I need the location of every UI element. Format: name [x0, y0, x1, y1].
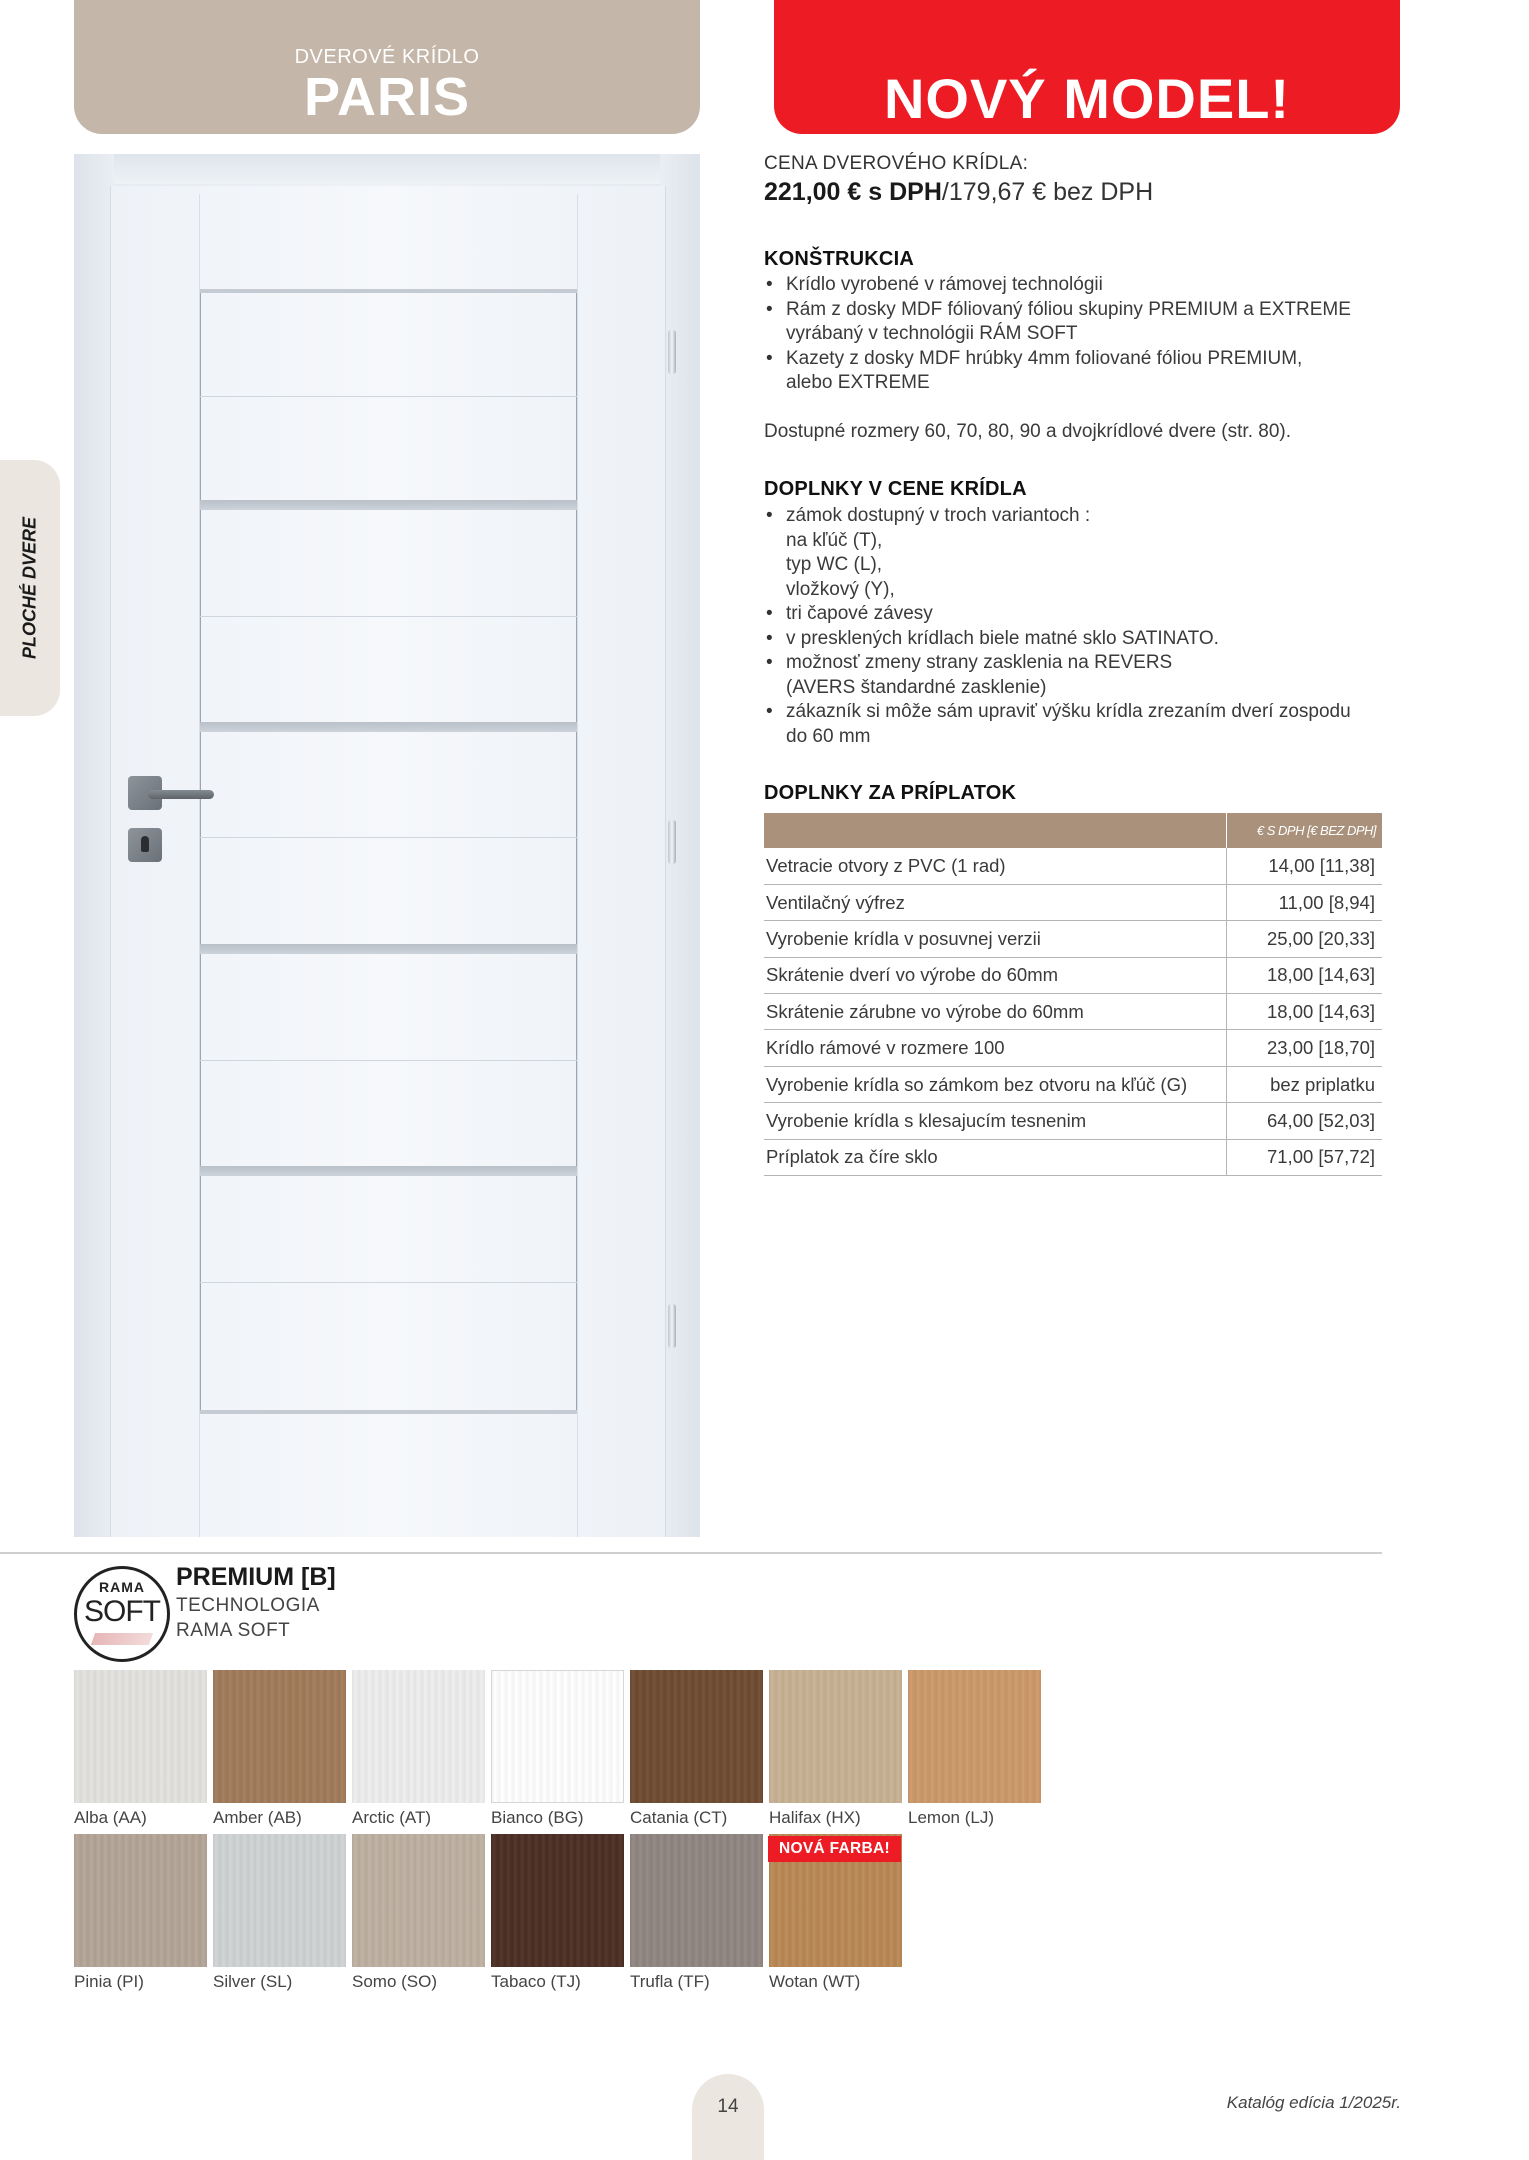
door-panel-line [200, 1410, 577, 1414]
logo-strip-icon [91, 1633, 153, 1645]
surcharge-table [764, 813, 1382, 1176]
category-label: PLOCHÉ DVERE [19, 516, 40, 660]
page-number: 14 [717, 2096, 739, 2117]
table-header-item [764, 813, 1226, 848]
category-side-tab [0, 460, 60, 716]
table-row [764, 1030, 1382, 1066]
list-item: do 60 mm [786, 725, 871, 747]
page-number-tab [692, 2074, 764, 2160]
price-with-vat: 221,00 € s DPH [764, 178, 942, 206]
list-item: vložkový (Y), [786, 578, 895, 600]
door-inner-line-right [576, 290, 577, 1412]
door-glass-strip [200, 944, 577, 954]
door-panel-line [200, 1282, 577, 1283]
finish-swatch [213, 1834, 346, 1967]
surcharge-price: 18,00 [14,63] [1226, 957, 1382, 993]
finish-swatch [74, 1670, 207, 1803]
surcharge-item: Príplatok za číre sklo [764, 1139, 1226, 1175]
new-color-badge: NOVÁ FARBA! [768, 1836, 901, 1862]
finish-group-subtitle: RAMA SOFT [176, 1620, 291, 1641]
door-glass-strip [200, 722, 577, 732]
list-item: • možnosť zmeny strany zasklenia na REVERS [764, 651, 1400, 676]
surcharge-price: bez priplatku [1226, 1066, 1382, 1102]
finish-swatch-label: Pinia (PI) [74, 1972, 144, 1991]
logo-main-text: SOFT [84, 1595, 160, 1628]
list-item: • Kazety z dosky MDF hrúbky 4mm foliované fóliou PREMIUM, [764, 347, 1400, 372]
model-subtitle: DVEROVÉ KRÍDLO [294, 46, 480, 68]
construction-list [764, 273, 1400, 396]
finish-swatch-label: Wotan (WT) [769, 1972, 861, 1991]
keyhole-icon [141, 836, 149, 852]
finish-swatch-label: Alba (AA) [74, 1808, 147, 1827]
table-header-price: € S DPH [€ BEZ DPH] [1226, 813, 1382, 848]
table-header-row [764, 813, 1382, 848]
list-item: alebo EXTREME [786, 372, 930, 393]
door-glass-strip [200, 1166, 577, 1176]
surcharge-price: 11,00 [8,94] [1226, 884, 1382, 920]
surcharge-price: 64,00 [52,03] [1226, 1103, 1382, 1139]
list-item: • v presklených krídlach biele matné sklo SATINATO. [764, 627, 1400, 652]
door-image [74, 154, 700, 1537]
surcharge-heading: DOPLNKY ZA PRÍPLATOK [764, 782, 1017, 804]
finish-swatch-label: Bianco (BG) [491, 1808, 584, 1827]
surcharge-item: Vyrobenie krídla so zámkom bez otvoru na kľúč (G) [764, 1066, 1226, 1102]
list-item: • zákazník si môže sám upraviť výšku krídla zrezaním dverí zospodu [764, 700, 1400, 725]
finish-swatch [630, 1834, 763, 1967]
door-panel-line [200, 616, 577, 617]
door-panel-line [200, 289, 577, 293]
table-row [764, 884, 1382, 920]
surcharge-item: Krídlo rámové v rozmere 100 [764, 1030, 1226, 1066]
finish-swatch-label: Arctic (AT) [352, 1808, 432, 1827]
price-label: CENA DVEROVÉHO KRÍDLA: [764, 153, 1029, 174]
surcharge-price: 23,00 [18,70] [1226, 1030, 1382, 1066]
table-row [764, 994, 1382, 1030]
model-header-tab [74, 0, 700, 134]
door-frame-left [74, 154, 114, 1537]
table-row [764, 921, 1382, 957]
door-panel-line [200, 837, 577, 838]
new-model-text: NOVÝ MODEL! [883, 67, 1291, 130]
included-heading: DOPLNKY V CENE KRÍDLA [764, 478, 1027, 500]
table-row [764, 957, 1382, 993]
list-item: (AVERS štandardné zasklenie) [786, 676, 1047, 698]
surcharge-price: 71,00 [57,72] [1226, 1139, 1382, 1175]
finish-swatch [352, 1834, 485, 1967]
door-frame-right [660, 154, 700, 1537]
section-divider [0, 1552, 1382, 1554]
surcharge-price: 25,00 [20,33] [1226, 921, 1382, 957]
finish-swatch-label: Silver (SL) [213, 1972, 293, 1991]
surcharge-price: 14,00 [11,38] [1226, 848, 1382, 884]
table-row [764, 1066, 1382, 1102]
hinge-icon [668, 330, 676, 374]
catalog-edition: Katalóg edícia 1/2025r. [1226, 2093, 1401, 2112]
rama-soft-logo [74, 1566, 170, 1662]
table-row [764, 1103, 1382, 1139]
surcharge-item: Vyrobenie krídla v posuvnej verzii [764, 921, 1226, 957]
door-stile-right [577, 194, 578, 1537]
door-panel-line [200, 396, 577, 397]
surcharge-price: 18,00 [14,63] [1226, 994, 1382, 1030]
construction-heading: KONŠTRUKCIA [764, 248, 914, 270]
list-item: • Rám z dosky MDF fóliovaný fóliou skupiny PREMIUM a EXTREME [764, 298, 1400, 323]
finish-swatch [352, 1670, 485, 1803]
surcharge-item: Skrátenie dverí vo výrobe do 60mm [764, 957, 1226, 993]
surcharge-item: Skrátenie zárubne vo výrobe do 60mm [764, 994, 1226, 1030]
surcharge-item: Vyrobenie krídla s klesajucím tesnenim [764, 1103, 1226, 1139]
hinge-icon [668, 1304, 676, 1348]
finish-group-subtitle: TECHNOLOGIA [176, 1595, 320, 1616]
finish-swatch-label: Lemon (LJ) [908, 1808, 994, 1827]
door-panel-line [200, 1060, 577, 1061]
list-item: • tri čapové závesy [764, 602, 1400, 627]
list-item: typ WC (L), [786, 554, 883, 575]
finish-swatch [491, 1670, 624, 1803]
list-item: vyrábaný v technológii RÁM SOFT [786, 323, 1078, 344]
hinge-icon [668, 820, 676, 864]
surcharge-item: Vetracie otvory z PVC (1 rad) [764, 848, 1226, 884]
finish-swatch [908, 1670, 1041, 1803]
door-leaf [110, 186, 666, 1537]
finish-swatch [491, 1834, 624, 1967]
finish-swatch-label: Trufla (TF) [630, 1972, 710, 1991]
finish-swatch-label: Somo (SO) [352, 1972, 438, 1991]
surcharge-item: Ventilačný výfrez [764, 884, 1226, 920]
included-list [764, 504, 1400, 749]
door-handle-icon [148, 790, 214, 799]
list-item: na kľúč (T), [786, 529, 883, 551]
list-item: • Krídlo vyrobené v rámovej technológii [764, 273, 1400, 298]
door-inner-line-left [200, 290, 201, 1412]
list-item: • zámok dostupný v troch variantoch : [764, 504, 1400, 529]
table-row [764, 1139, 1382, 1175]
price-value [764, 178, 1400, 207]
finish-group-title: PREMIUM [B] [176, 1563, 336, 1591]
table-row [764, 848, 1382, 884]
new-model-banner [774, 0, 1400, 134]
finish-swatch [630, 1670, 763, 1803]
available-sizes: Dostupné rozmery 60, 70, 80, 90 a dvojkrídlové dvere (str. 80). [764, 421, 1291, 442]
finish-swatch-label: Halifax (HX) [769, 1808, 861, 1827]
finish-swatch [74, 1834, 207, 1967]
logo-top-text: RAMA [99, 1579, 145, 1595]
finish-swatch-label: Tabaco (TJ) [491, 1972, 581, 1991]
finish-swatch [213, 1670, 346, 1803]
finish-swatch [769, 1670, 902, 1803]
model-name: PARIS [303, 67, 471, 127]
door-frame-top [74, 154, 700, 184]
price-without-vat: /179,67 € bez DPH [941, 178, 1154, 206]
finish-swatch-label: Catania (CT) [630, 1808, 728, 1827]
door-glass-strip [200, 500, 577, 510]
finish-swatch-label: Amber (AB) [213, 1808, 302, 1827]
